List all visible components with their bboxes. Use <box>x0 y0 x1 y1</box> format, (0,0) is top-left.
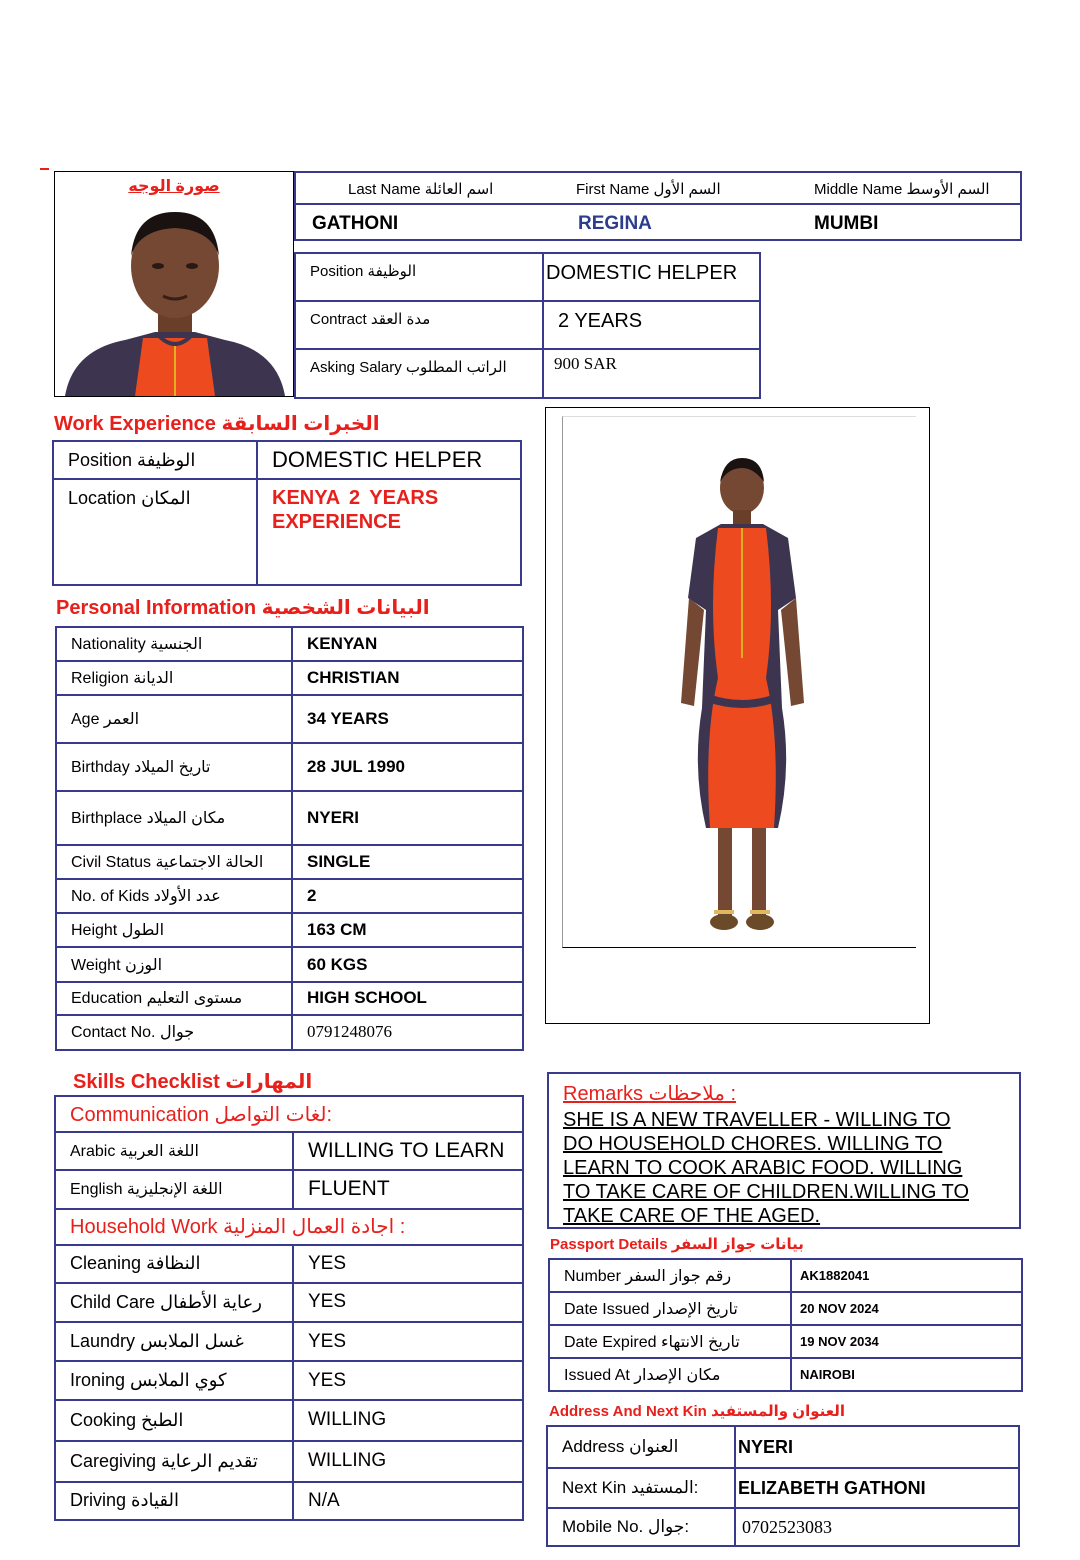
personal-info-row <box>56 982 523 1015</box>
communication-skill-row <box>55 1132 523 1170</box>
full-body-image <box>546 448 931 968</box>
household-skill-label: Laundry غسل الملابس <box>70 1331 244 1352</box>
personal-info-row <box>56 791 523 845</box>
portrait-image <box>55 200 293 396</box>
passport-row <box>549 1358 1022 1391</box>
work-position-label: Position الوظيفة <box>68 449 196 470</box>
address-label: Address العنوان <box>562 1437 679 1456</box>
household-skill-value: N/A <box>308 1489 340 1511</box>
household-skill-value: YES <box>308 1330 347 1352</box>
personal-info-value: 0791248076 <box>307 1022 392 1042</box>
personal-info-row <box>56 1015 523 1050</box>
household-skill-row <box>55 1482 523 1520</box>
passport-value: 20 NOV 2024 <box>800 1300 879 1316</box>
passport-label: Issued At مكان الإصدار <box>564 1366 721 1384</box>
household-skill-value: WILLING <box>308 1409 387 1431</box>
address-table <box>546 1425 1020 1545</box>
personal-info-value: 28 JUL 1990 <box>307 756 405 776</box>
personal-info-label: Contact No. جوال <box>71 1024 195 1042</box>
contract-value: 2 YEARS <box>558 310 643 332</box>
household-skill-row <box>55 1283 523 1322</box>
personal-info-label: Religion الديانة <box>71 670 174 688</box>
communication-title: Communication لغات التواصل: <box>70 1103 333 1126</box>
passport-row <box>549 1259 1022 1292</box>
household-skill-label: Cooking الطبخ <box>70 1409 184 1430</box>
personal-info-row <box>56 661 523 695</box>
passport-value: 19 NOV 2034 <box>800 1333 879 1349</box>
personal-info-value: 163 CM <box>307 920 367 940</box>
work-location-value: KENYA 2 YEARS EXPERIENCE <box>272 487 439 533</box>
salary-label: Asking Salary الراتب المطلوب <box>310 359 507 376</box>
personal-info-value: HIGH SCHOOL <box>307 988 427 1008</box>
personal-info-title: Personal Information البيانات الشخصية <box>56 597 430 619</box>
personal-info-row <box>56 627 523 661</box>
address-value: 0702523083 <box>742 1516 832 1537</box>
passport-label: Date Issued تاريخ الإصدار <box>564 1300 738 1318</box>
address-value: NYERI <box>738 1436 794 1457</box>
address-label: Next Kin المستفيد: <box>562 1478 699 1497</box>
household-skill-row <box>55 1245 523 1283</box>
personal-info-label: Education مستوى التعليم <box>71 990 243 1008</box>
personal-info-value: 34 YEARS <box>307 708 389 728</box>
household-skill-label: Cleaning النظافة <box>70 1253 201 1274</box>
last-name-value: GATHONI <box>312 213 399 234</box>
household-skill-value: YES <box>308 1291 347 1313</box>
first-name-label: First Name السم الأول <box>576 181 721 198</box>
personal-info-row <box>56 695 523 742</box>
personal-info-label: Civil Status الحالة الاجتماعية <box>71 854 264 872</box>
communication-skill-label: Arabic اللغة العربية <box>70 1143 199 1161</box>
personal-info-value: 60 KGS <box>307 954 368 974</box>
household-skill-label: Ironing كوي الملابس <box>70 1370 227 1391</box>
household-skill-row <box>55 1441 523 1482</box>
address-row <box>547 1468 1019 1508</box>
passport-label: Date Expired تاريخ الانتهاء <box>564 1333 740 1351</box>
passport-title: Passport Details بيانات جواز السفر <box>550 1236 804 1253</box>
middle-name-value: MUMBI <box>814 213 879 234</box>
household-skill-label: Child Care رعاية الأطفال <box>70 1291 262 1312</box>
remarks-line: SHE IS A NEW TRAVELLER - WILLING TO <box>563 1109 951 1131</box>
personal-info-value: KENYAN <box>307 634 378 654</box>
personal-info-label: Birthplace مكان الميلاد <box>71 809 226 827</box>
contract-label: Contract مدة العقد <box>310 311 431 328</box>
personal-info-value: NYERI <box>307 807 359 827</box>
passport-value: NAIROBI <box>800 1366 855 1382</box>
household-skill-row <box>55 1400 523 1440</box>
communication-skill-label: English اللغة الإنجليزية <box>70 1181 223 1199</box>
personal-info-label: No. of Kids عدد الأولاد <box>71 888 221 906</box>
household-skill-value: YES <box>308 1252 347 1274</box>
remarks-line: LEARN TO COOK ARABIC FOOD. WILLING <box>563 1157 963 1179</box>
personal-info-row <box>56 845 523 879</box>
household-title: Household Work اجادة العمال المنزلية : <box>70 1216 406 1239</box>
household-skill-label: Caregiving تقديم الرعاية <box>70 1450 258 1471</box>
personal-info-label: Nationality الجنسية <box>71 636 203 654</box>
portrait-photo-label: صورة الوجه <box>128 178 220 195</box>
first-name-value: REGINA <box>578 213 652 234</box>
portrait-photo <box>54 171 294 397</box>
personal-info-label: Age العمر <box>71 710 140 728</box>
personal-info-label: Weight الوزن <box>71 956 163 974</box>
household-skill-label: Driving القيادة <box>70 1490 179 1511</box>
remarks-line: TO TAKE CARE OF CHILDREN.WILLING TO <box>563 1181 970 1203</box>
full-body-photo <box>545 407 930 1024</box>
position-value: DOMESTIC HELPER <box>546 262 738 284</box>
salary-value: 900 SAR <box>554 354 617 373</box>
passport-value: AK1882041 <box>800 1267 870 1283</box>
skills-title: Skills Checklist المهارات <box>73 1071 313 1093</box>
address-value: ELIZABETH GATHONI <box>738 1477 926 1498</box>
name-block <box>294 171 1022 241</box>
passport-row <box>549 1325 1022 1358</box>
work-position-value: DOMESTIC HELPER <box>272 447 483 472</box>
remarks-title: Remarks ملاحظات : <box>563 1083 737 1105</box>
communication-skill-row <box>55 1170 523 1208</box>
job-table <box>294 252 761 397</box>
address-row <box>547 1508 1019 1546</box>
passport-table <box>548 1258 1023 1392</box>
household-skill-row <box>55 1361 523 1400</box>
personal-info-row <box>56 743 523 791</box>
last-name-label: Last Name اسم العائلة <box>348 181 494 198</box>
personal-info-value: SINGLE <box>307 852 371 872</box>
personal-info-label: Height الطول <box>71 922 165 940</box>
personal-info-row <box>56 913 523 947</box>
personal-info-row <box>56 879 523 913</box>
work-experience-table <box>52 440 522 586</box>
address-row <box>547 1426 1019 1468</box>
position-label: Position الوظيفة <box>310 263 417 280</box>
household-skill-value: WILLING <box>308 1450 387 1472</box>
passport-label: Number رقم جواز السفر <box>564 1267 732 1285</box>
remarks-text <box>563 1108 969 1228</box>
work-experience-title: Work Experience الخبرات السابقة <box>54 413 380 435</box>
remarks-line: TAKE CARE OF THE AGED. <box>563 1205 821 1227</box>
personal-info-row <box>56 947 523 981</box>
personal-info-table <box>55 626 524 1051</box>
household-skill-value: YES <box>308 1369 347 1391</box>
personal-info-label: Birthday تاريخ الميلاد <box>71 758 211 776</box>
personal-info-value: 2 <box>307 886 317 906</box>
middle-name-label: Middle Name السم الأوسط <box>814 181 990 198</box>
passport-row <box>549 1292 1022 1325</box>
communication-skill-value: WILLING TO LEARN <box>308 1139 505 1163</box>
work-location-label: Location المكان <box>68 488 191 508</box>
skills-table <box>54 1095 524 1521</box>
household-skill-row <box>55 1322 523 1361</box>
remarks-line: DO HOUSEHOLD CHORES. WILLING TO <box>563 1133 943 1155</box>
communication-skill-value: FLUENT <box>308 1177 390 1201</box>
remarks-box <box>547 1072 1021 1229</box>
address-title: Address And Next Kin العنوان والمستفيد <box>549 1403 845 1420</box>
corner-mark <box>40 168 49 170</box>
personal-info-value: CHRISTIAN <box>307 668 400 688</box>
address-label: Mobile No. جوال: <box>562 1517 690 1536</box>
